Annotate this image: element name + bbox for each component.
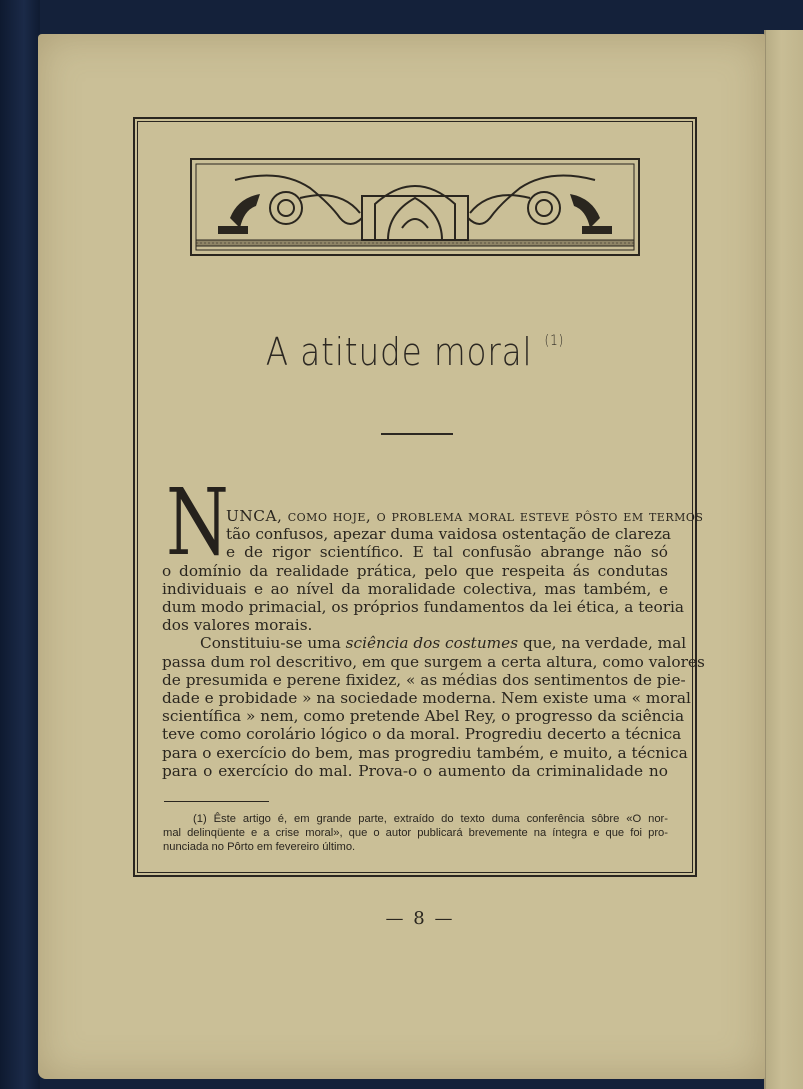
- article-body: [162, 507, 705, 780]
- book-spine: [0, 0, 40, 1089]
- title-divider-rule: [381, 433, 453, 435]
- page-number: — 8 —: [385, 908, 455, 929]
- title-text: A atitude moral: [265, 330, 533, 374]
- body-line: dum modo primacial, os próprios fundamentos da lei ética, a teoria: [162, 598, 685, 617]
- footnote-reference-mark: (1): [544, 333, 565, 349]
- body-line: scientífica » nem, como pretende Abel Rey, o progresso da sciência: [162, 707, 685, 726]
- footnote-line: mal delinqüente e a crise moral», que o autor publicará brevemente na íntegra e que foi pro-: [163, 827, 668, 839]
- article-title: [230, 330, 600, 374]
- body-line: e de rigor scientífico. E tal confusão abrange não só: [226, 543, 668, 562]
- body-line: para o exercício do bem, mas progrediu também, e muito, a técnica: [162, 743, 688, 762]
- italic-phrase: sciência dos costumes: [345, 634, 519, 653]
- body-line: dos valores morais.: [162, 616, 313, 635]
- paragraph2-start: Constituiu-se uma: [200, 634, 346, 653]
- body-line: passa dum rol descritivo, em que surgem a certa altura, como valores: [162, 652, 705, 671]
- body-line: dade e probidade » na sociedade moderna. Nem existe uma « moral: [162, 689, 691, 708]
- body-line: [162, 634, 687, 653]
- body-line: o domínio da realidade prática, pelo que respeita ás condutas: [162, 561, 668, 580]
- body-line: para o exercício do mal. Prova-o o aumento da criminalidade no: [162, 761, 668, 780]
- body-line: tão confusos, apezar duma vaidosa ostentação de clareza: [226, 525, 672, 544]
- footnote-line: (1) Êste artigo é, em grande parte, extraído do texto duma conferência sôbre «O nor-: [193, 813, 668, 825]
- paragraph2-start-end: que, na verdade, mal: [518, 634, 687, 653]
- ornamental-headpiece: [190, 158, 640, 256]
- footnote-separator: [164, 801, 269, 802]
- footnote-line: nunciada no Pôrto em fevereiro último.: [163, 841, 356, 853]
- body-line: teve como corolário lógico o da moral. Progrediu decerto a técnica: [162, 725, 682, 744]
- footnote: [163, 812, 668, 854]
- body-line: individuais e ao nível da moralidade colectiva, mas também, e: [162, 579, 668, 598]
- body-line: de presumida e perene fixidez, « as médias dos sentimentos de pie-: [162, 670, 686, 689]
- adjacent-page-edge: [764, 30, 803, 1089]
- drop-cap-letter: N: [166, 469, 229, 576]
- body-line: UNCA, como hoje, o problema moral esteve pôsto em termos: [226, 507, 704, 525]
